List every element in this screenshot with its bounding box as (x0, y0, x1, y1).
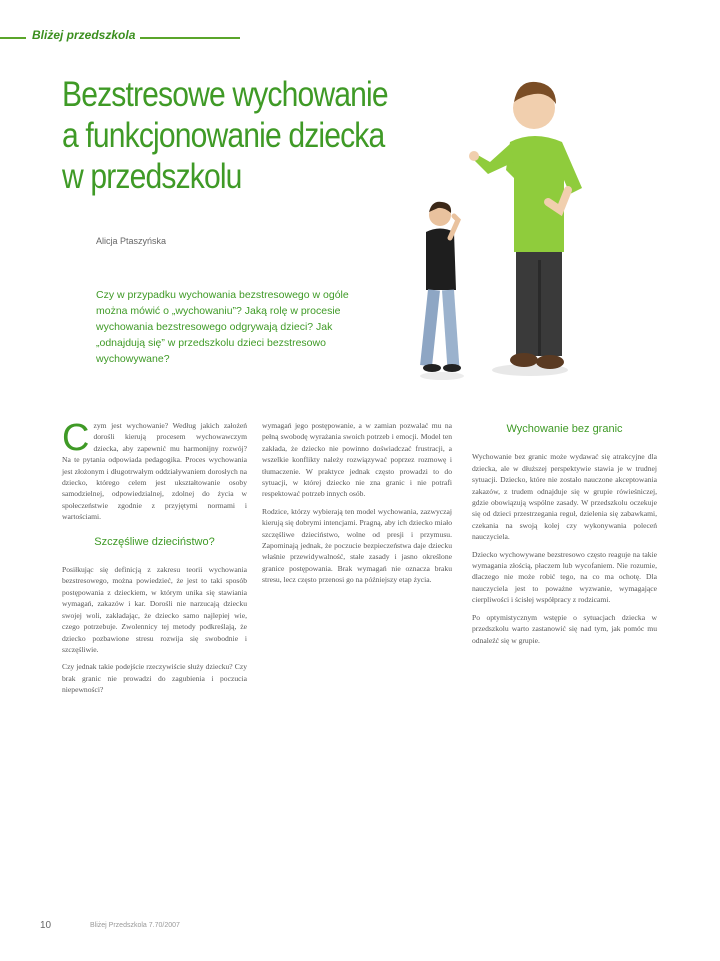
col3-paragraph-3: Po optymistycznym wstępie o sytuacjach dziecka w przedszkolu warto zastanowić się nad tym, jak pomóc mu odnaleźć się w grupie. (472, 612, 657, 645)
section-tag (0, 28, 250, 48)
column-1 (62, 417, 247, 702)
page-footer (40, 920, 700, 934)
column-2 (262, 420, 452, 592)
page-number: 10 (40, 920, 52, 931)
col2-paragraph-1: wymagań jego postępowanie, a w zamian pozwalać mu na pełną swobodę wyrażania swoich potrzeb i emocji. Model ten zakłada, że dziecko nie powinno doświadczać frustracji, a wszelkie konflikty należy rozwiązywać poprzez rozmowę i tłumaczenie. W praktyce jednak często prowadzi to do sytuacji, w której dziecko nie zna granic i nie potrafi respektować potrzeb innych osób. (262, 421, 452, 499)
title-line-3: w przedszkolu (62, 157, 242, 196)
section-rule-right (140, 37, 240, 39)
lead-paragraph: Czy w przypadku wychowania bezstresowego w ogóle można mówić o „wychowaniu”? Jaką rolę w procesie wychowania bezstresowego odgrywają dzieci? Jak „odnajdują się” w przedszkolu dzieci bezstresowo wychowywane? (96, 289, 349, 365)
publication-name: Bliżej Przedszkola 7.70/2007 (90, 922, 180, 929)
title-line-1: Bezstresowe wychowanie (62, 75, 388, 114)
section-rule-left (0, 37, 26, 39)
section-label: Bliżej przedszkola (28, 28, 139, 42)
col1-paragraph-1: Czym jest wychowanie? Według jakich założeń dorośli kierują procesem wychowawczym dziecka, aby zapewnić mu harmonijny rozwój? Na te pytania odpowiada pedagogika. Proces wychowania jest złożonym i długotrwałym oddziaływaniem dorosłych na dziecko, którego celem jest ukształtowanie osoby samodzielnej, odpowiedzialnej, zdolnej do życia w społeczeństwie zgodnie z przyjętymi normami i wartościami. (62, 417, 247, 522)
title-line-2: a funkcjonowanie dziecka (62, 116, 385, 155)
subheading-2: Wychowanie bez granic (506, 423, 623, 435)
col1-paragraph-2: Posiłkując się definicją z zakresu teorii wychowania bezstresowego, można powiedzieć, że jest to taki sposób postępowania z dzieckiem, w którym unika się stawiania wymagań, zakazów i kar. Dorośli nie narzucają dziecku swojej woli, zakładając, że dziecko samo najlepiej wie, czego potrzebuje. Zwolennicy tej metody podkreślają, że dziecko pozbawione stresu rozwija się swobodnie i szczęśliwie. (62, 565, 247, 654)
article-title (62, 74, 389, 197)
col1-paragraph-3: Czy jednak takie podejście rzeczywiście służy dziecku? Czy brak granic nie prowadzi do zagubienia i poczucia niepewności? (62, 662, 247, 695)
subheading-1: Szczęśliwe dzieciństwo? (94, 535, 215, 548)
drop-cap: C (62, 417, 90, 459)
col2-paragraph-2: Rodzice, którzy wybierają ten model wychowania, zazwyczaj kierują się dobrymi intencjami. Pragną, aby ich dziecko miało szczęśliwe dzieciństwo, wolne od presji i przymusu. Zapominają jednak, że poczucie bezpieczeństwa daje dziecku właśnie przewidywalność, stałe zasady i jasno określone granice postępowania. Brak wymagań nie oznacza braku stresu, lecz często przenosi go na późniejszy etap życia. (262, 506, 452, 585)
col3-paragraph-2: Dziecko wychowywane bezstresowo często reaguje na takie wymagania złością, płaczem lub wycofaniem. Nie rozumie, dlaczego nie może robić tego, na co ma ochotę. Dla nauczyciela jest to poważne wyzwanie, wymagające cierpliwości i ścisłej współpracy z rodzicami. (472, 549, 657, 605)
photo-two-boys (410, 70, 610, 390)
author: Alicja Ptaszyńska (96, 236, 167, 246)
column-3 (472, 420, 657, 652)
col3-paragraph-1: Wychowanie bez granic może wydawać się atrakcyjne dla dziecka, ale w dłuższej perspektywie stawia je w trudnej sytuacji. Dziecko, które nie zostało nauczone akceptowania zakazów, z trudem odnajduje się w grupie rówieśniczej, gdzie obowiązują wspólne zasady. W przedszkolu oczekuje się od dzieci przestrzegania reguł, dzielenia się zabawkami, czekania na swoją kolej czy wykonywania poleceń nauczyciela. (472, 452, 657, 542)
